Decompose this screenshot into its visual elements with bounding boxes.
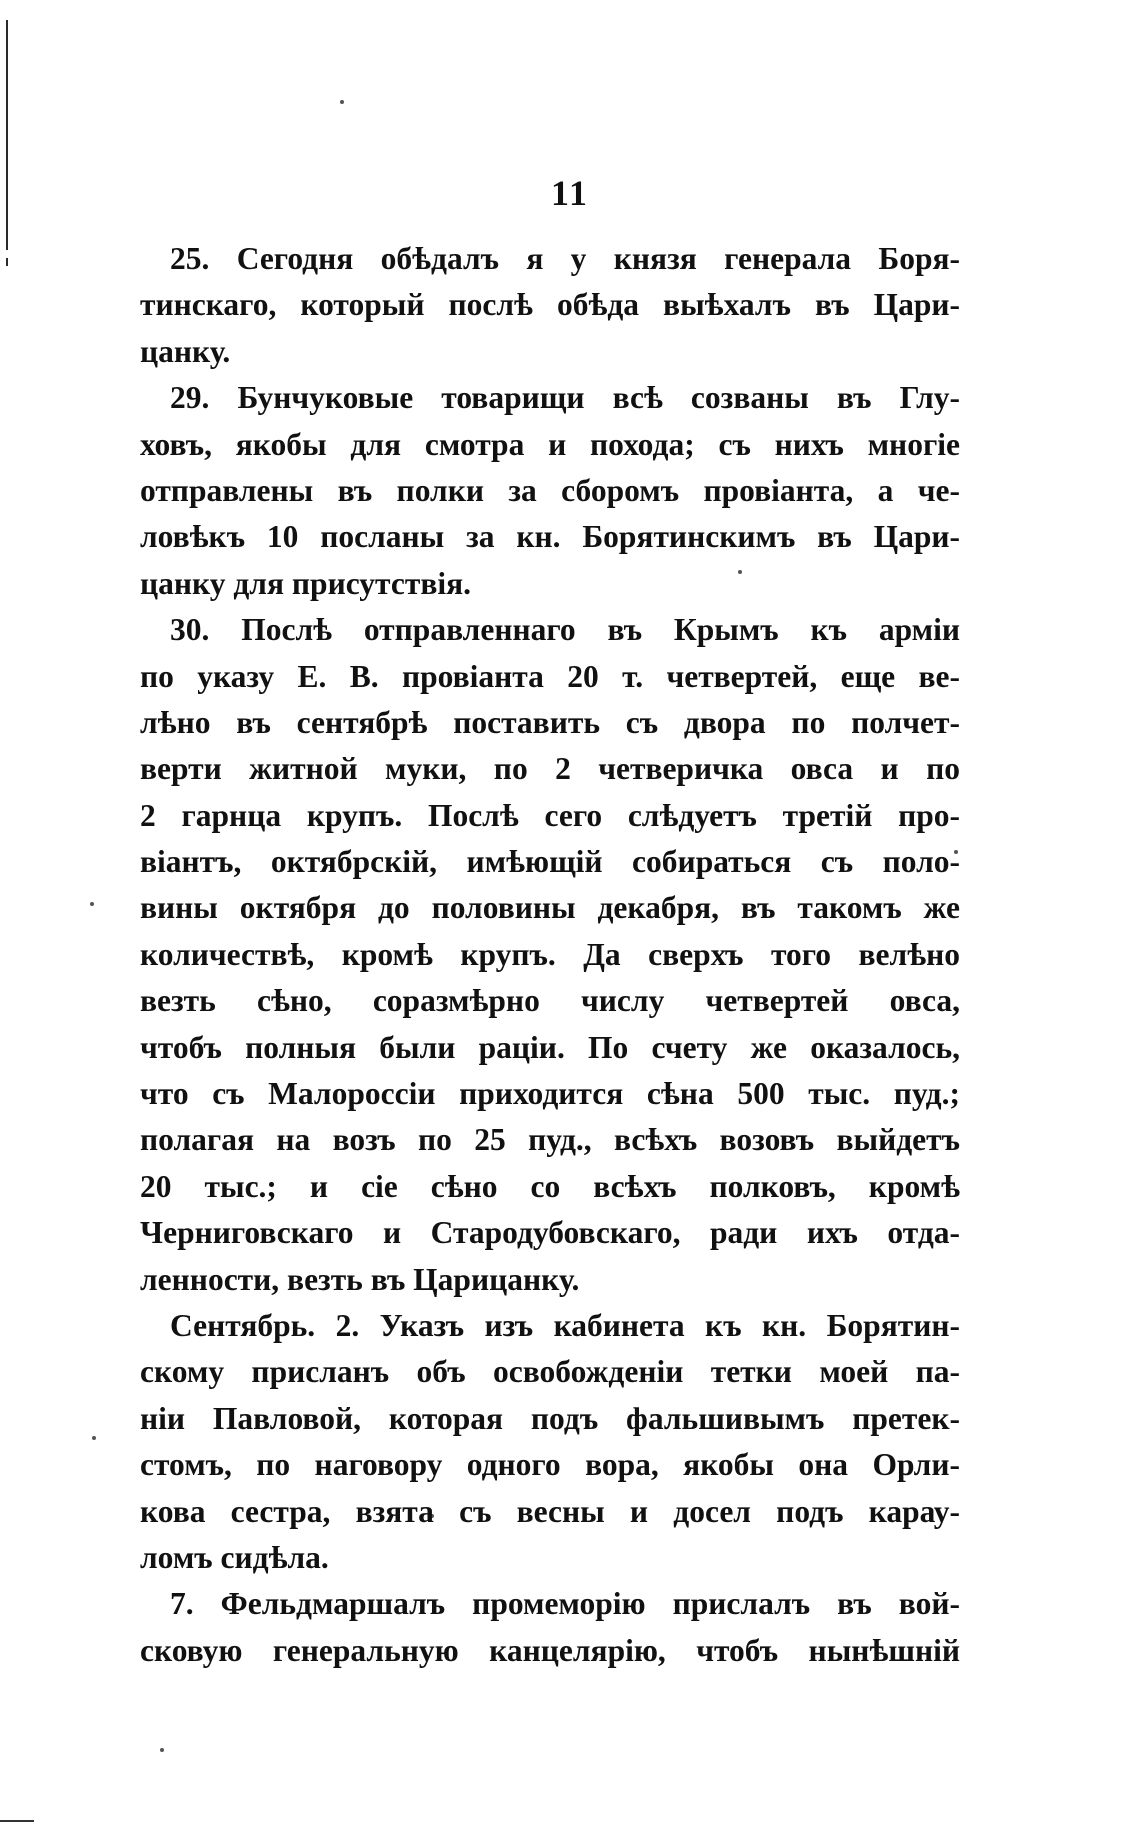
text-line: 29. Бунчуковые товарищи всѣ созваны въ Глу- bbox=[170, 380, 960, 416]
scan-speck bbox=[160, 1748, 164, 1752]
text-line: стомъ, по наговору одного вора, якобы она Орли- bbox=[140, 1447, 960, 1483]
text-line: віантъ, октябрскій, имѣющій собираться съ поло- bbox=[140, 844, 960, 880]
scan-edge-mark bbox=[6, 258, 8, 266]
text-line: верти житной муки, по 2 четверичка овса и по bbox=[140, 751, 960, 787]
text-line: 25. Сегодня обѣдалъ я у князя генерала Боря- bbox=[170, 241, 960, 276]
text-line: ленности, везть въ Царицанку. bbox=[140, 1261, 580, 1297]
text-line: ловѣкъ 10 посланы за кн. Борятинскимъ въ Цари- bbox=[140, 519, 960, 555]
text-line: скому присланъ объ освобожденіи тетки моей па- bbox=[140, 1354, 960, 1390]
text-line: цанку. bbox=[140, 333, 231, 369]
scan-speck bbox=[90, 902, 94, 906]
text-line: ломъ сидѣла. bbox=[140, 1539, 329, 1575]
text-line: ніи Павловой, которая подъ фальшивымъ претек- bbox=[140, 1400, 960, 1436]
page-number: 11 bbox=[550, 173, 589, 213]
text-line: 7. Фельдмаршалъ промеморію прислалъ въ вой- bbox=[170, 1586, 960, 1622]
text-line: тинскаго, который послѣ обѣда выѣхалъ въ Цари- bbox=[140, 287, 960, 323]
scan-bottom-mark bbox=[0, 1820, 34, 1822]
text-line: кова сестра, взята съ весны и досел подъ карау- bbox=[140, 1493, 960, 1529]
text-line: количествѣ, кромѣ крупъ. Да сверхъ того велѣно bbox=[140, 936, 960, 972]
text-line: по указу Е. В. провіанта 20 т. четвертей, еще ве- bbox=[140, 658, 960, 694]
scan-speck bbox=[92, 1436, 96, 1440]
text-line: чтобъ полныя были раціи. По счету же оказалось, bbox=[140, 1029, 960, 1065]
text-line: сковую генеральную канцелярію, чтобъ нынѣшній bbox=[140, 1632, 960, 1668]
text-line: полагая на возъ по 25 пуд., всѣхъ возовъ выйдетъ bbox=[140, 1122, 960, 1158]
text-line: что съ Малороссіи приходится сѣна 500 тыс. пуд.; bbox=[140, 1076, 960, 1112]
body-text bbox=[140, 236, 960, 1674]
scan-speck bbox=[340, 100, 344, 104]
text-line: 30. Послѣ отправленнаго въ Крымъ къ арміи bbox=[170, 612, 960, 648]
text-line: 20 тыс.; и сіе сѣно со всѣхъ полковъ, кромѣ bbox=[140, 1168, 960, 1204]
text-line: везть сѣно, соразмѣрно числу четвертей овса, bbox=[140, 983, 960, 1019]
text-line: ховъ, якобы для смотра и похода; съ нихъ многіе bbox=[140, 426, 960, 462]
text-line: вины октября до половины декабря, въ такомъ же bbox=[140, 890, 960, 926]
text-line: цанку для присутствія. bbox=[140, 565, 472, 601]
text-line: отправлены въ полки за сборомъ провіанта, а че- bbox=[140, 472, 960, 508]
text-line: 2 гарнца крупъ. Послѣ сего слѣдуетъ третій про- bbox=[140, 797, 960, 833]
text-line: Черниговскаго и Стародубовскаго, ради ихъ отда- bbox=[140, 1215, 960, 1251]
text-line: лѣно въ сентябрѣ поставить съ двора по полчет- bbox=[140, 704, 960, 740]
text-line: Сентябрь. 2. Указъ изъ кабинета къ кн. Борятин- bbox=[170, 1307, 960, 1343]
scan-edge-line bbox=[6, 20, 8, 250]
